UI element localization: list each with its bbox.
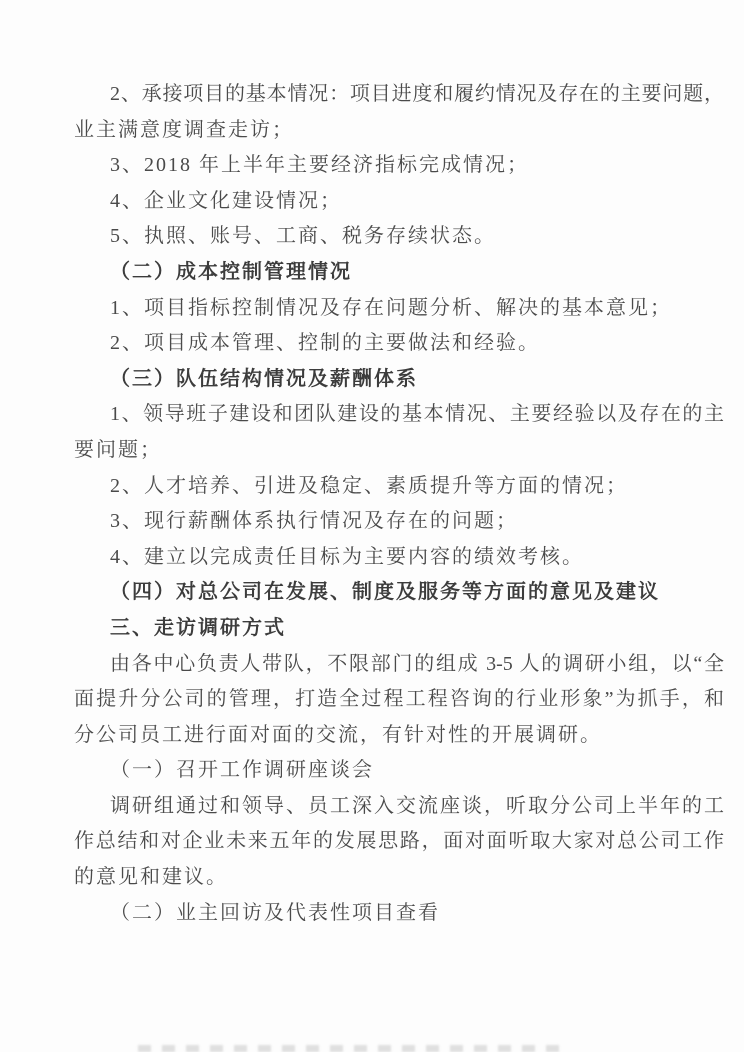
text-block xyxy=(74,77,724,931)
text-line: 2、人才培养、引进及稳定、素质提升等方面的情况； xyxy=(110,474,628,497)
text-line: 4、建立以完成责任目标为主要内容的绩效考核。 xyxy=(110,545,584,568)
text-line: 4、企业文化建设情况； xyxy=(110,189,342,212)
text-line: 要问题； xyxy=(74,438,162,461)
heading-line: 三、走访调研方式 xyxy=(110,616,286,639)
text-line: 1、领导班子建设和团队建设的基本情况、主要经验以及存在的主 xyxy=(110,403,724,426)
text-line: （二）业主回访及代表性项目查看 xyxy=(110,901,440,924)
text-line: 作总结和对企业未来五年的发展思路，面对面听取大家对总公司工作 xyxy=(74,830,724,853)
text-line: 1、项目指标控制情况及存在问题分析、解决的基本意见； xyxy=(110,296,672,319)
text-line: 的意见和建议。 xyxy=(74,866,228,889)
text-line: 由各中心负责人带队，不限部门的组成 3-5 人的调研小组，以“全 xyxy=(110,652,724,675)
text-line: 调研组通过和领导、员工深入交流座谈，听取分公司上半年的工 xyxy=(110,794,724,817)
text-line: （一）召开工作调研座谈会 xyxy=(110,759,374,782)
page-edge-artifact xyxy=(138,1045,562,1052)
text-line: 2、项目成本管理、控制的主要做法和经验。 xyxy=(110,332,540,355)
text-line: 5、执照、账号、工商、税务存续状态。 xyxy=(110,225,496,248)
heading-line: （二）成本控制管理情况 xyxy=(110,260,352,283)
heading-line: （三）队伍结构情况及薪酬体系 xyxy=(110,367,418,390)
text-line: 分公司员工进行面对面的交流，有针对性的开展调研。 xyxy=(74,723,602,746)
text-line: 3、现行薪酬体系执行情况及存在的问题； xyxy=(110,510,518,533)
text-line: 业主满意度调查走访； xyxy=(74,118,294,141)
text-line: 2、承接项目的基本情况：项目进度和履约情况及存在的主要问题， xyxy=(110,83,724,105)
text-line: 面提升分公司的管理，打造全过程工程咨询的行业形象”为抓手，和 xyxy=(74,688,724,711)
heading-line: （四）对总公司在发展、制度及服务等方面的意见及建议 xyxy=(110,581,660,604)
text-line: 3、2018 年上半年主要经济指标完成情况； xyxy=(110,154,529,177)
